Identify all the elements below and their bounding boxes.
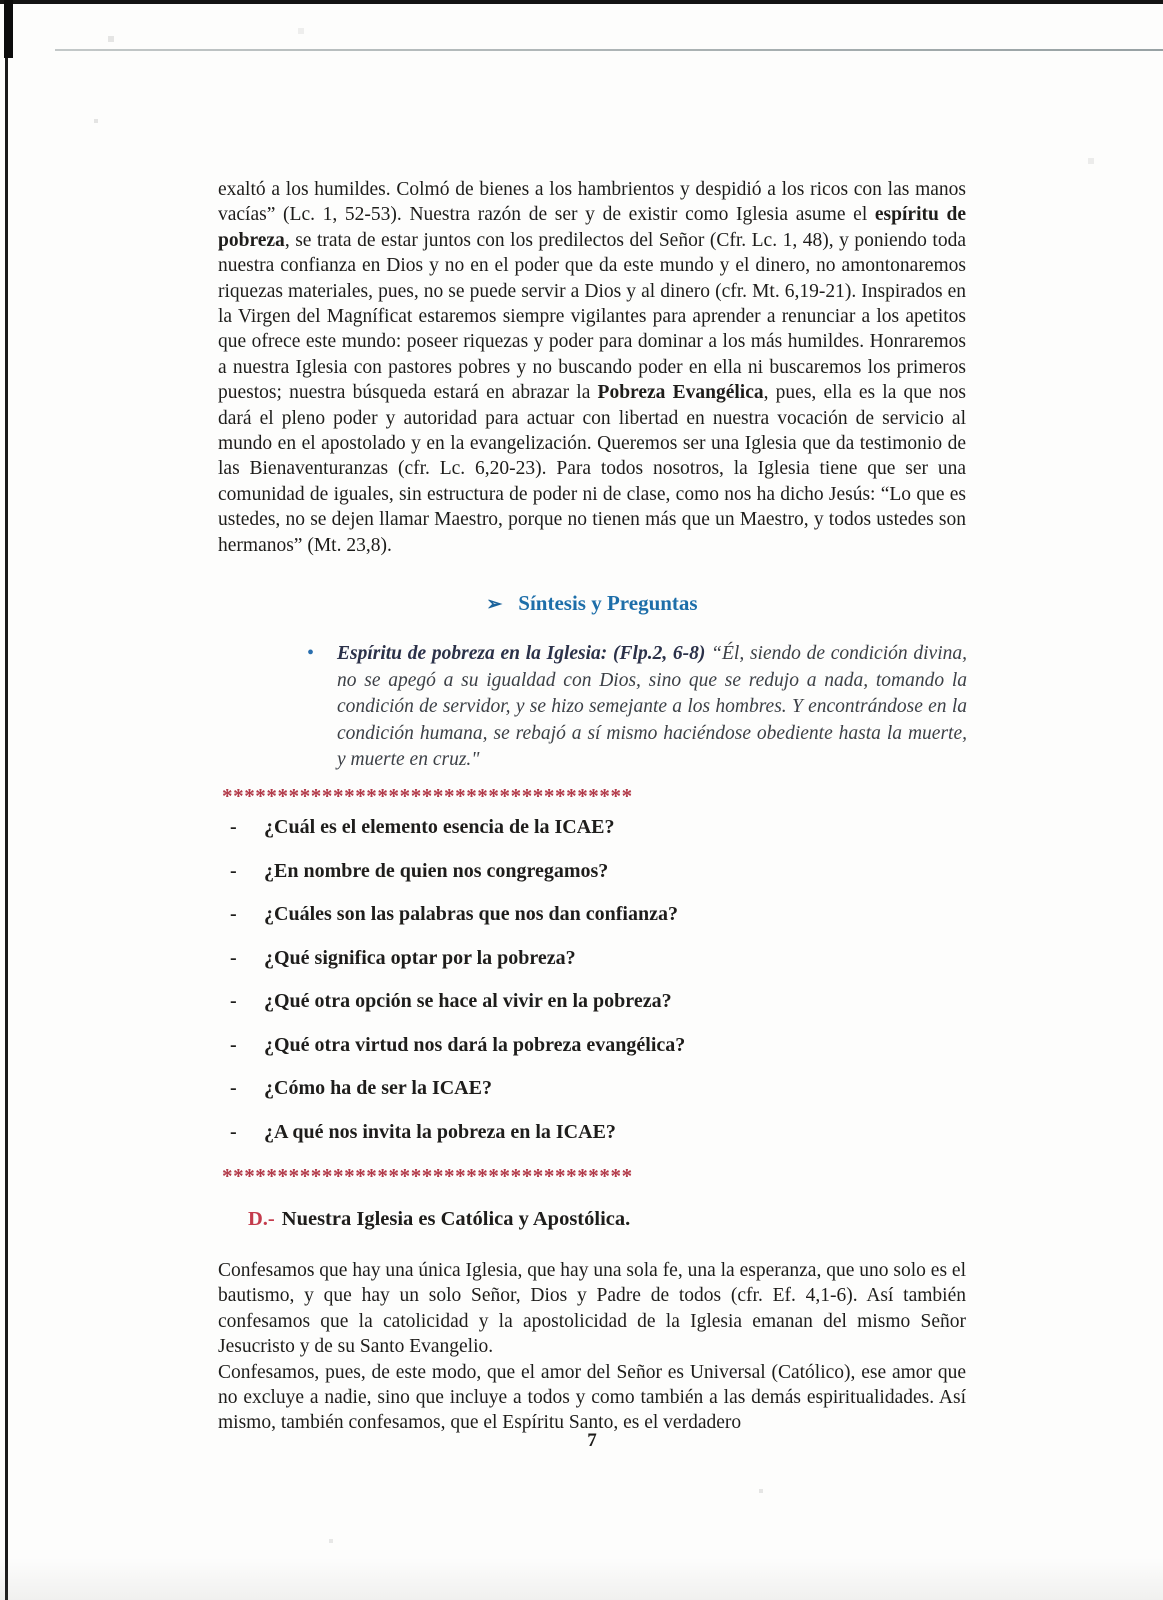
closing-paragraph-2: Confesamos, pues, de este modo, que el amor del Señor es Universal (Católico), ese amor que no excluye a nadie, sino que incluye a todos y como también a las demás espiritualidades. Así mismo, también confesamos, que el Espíritu Santo, es el verdadero — [218, 1361, 966, 1434]
bold-phrase-pobreza-evangelica: Pobreza Evangélica — [597, 382, 764, 404]
section-d-label: D.- — [248, 1208, 275, 1230]
question-text: ¿Qué otra opción se hace al vivir en la pobreza? — [264, 990, 672, 1012]
question-item — [230, 814, 940, 841]
questions-list — [230, 814, 940, 1162]
scan-corner-mark — [4, 0, 13, 58]
question-text: ¿En nombre de quien nos congregamos? — [264, 859, 609, 882]
dash-marker: - — [230, 1033, 237, 1056]
question-item — [230, 988, 940, 1015]
bullet-dot-icon: • — [307, 642, 315, 664]
dash-marker: - — [230, 1120, 237, 1143]
intro-text-a: exaltó a los humildes. Colmó de bienes a los hambrientos y despidió a los ricos con las manos vacías” (Lc. 1, 52-53). Nuestra razón de ser y de existir como Iglesia asume el — [218, 179, 966, 226]
dash-marker: - — [230, 859, 237, 882]
question-item — [230, 1119, 940, 1146]
asterisk-separator-top: ************************************* — [222, 784, 633, 808]
question-text: ¿Cómo ha de ser la ICAE? — [264, 1077, 492, 1099]
question-item — [230, 945, 940, 972]
dash-marker: - — [230, 903, 237, 925]
section-d-title: Nuestra Iglesia es Católica y Apostólica. — [281, 1208, 631, 1230]
intro-paragraph — [218, 177, 966, 558]
page-number: 7 — [587, 1430, 597, 1451]
section-heading-d — [248, 1208, 630, 1231]
scan-horizontal-rule — [55, 49, 1163, 51]
scripture-bullet-block — [305, 641, 967, 774]
question-text: ¿Cuál es el elemento esencia de la ICAE? — [264, 816, 615, 838]
arrowhead-bullet-icon: ➢ — [486, 594, 503, 615]
question-text: ¿Qué significa optar por la pobreza? — [264, 946, 576, 969]
section-heading-sintesis — [218, 591, 966, 616]
scripture-quote-text: “Él, siendo de condición divina, no se apegó a su igualdad con Dios, sino que se redujo a nada, tomando la condición de servidor, y se hizo semejante a los hombres. Y encontrándose en la condición humana, se rebajó a sí mismo haciéndose obediente hasta la muerte, y muerte en cruz." — [337, 643, 967, 771]
dash-marker: - — [230, 990, 237, 1012]
closing-paragraph-1: Confesamos que hay una única Iglesia, que hay una sola fe, una la esperanza, que uno solo es el bautismo, y que hay un solo Señor, Dios y Padre de todos (cfr. Ef. 4,1-6). Así también confesamos que la catolicidad y la apostolicidad de la Iglesia emanan del mismo Señor Jesucristo y de su Santo Evangelio. — [218, 1260, 966, 1358]
scripture-quote — [337, 641, 967, 774]
dash-marker: - — [230, 816, 237, 838]
dash-marker: - — [230, 1077, 237, 1099]
dash-marker: - — [230, 946, 237, 969]
question-text: ¿A qué nos invita la pobreza en la ICAE? — [264, 1120, 616, 1143]
scan-bottom-shadow — [0, 1558, 1163, 1600]
question-item — [230, 1075, 940, 1102]
intro-text-b: , se trata de estar juntos con los predilectos del Señor (Cfr. Lc. 1, 48), y poniendo toda nuestra confianza en Dios y no en el poder que da este mundo y el dinero, no amontonaremos riquezas materiales, pues, no se puede servir a Dios y al dinero (cfr. Mt. 6,19-21). Inspirados en la Virgen del Magníficat estaremos siempre vigilantes para aprender a renunciar a los apetitos que ofrece este mundo: poseer riquezas y poder para dominar a los más humildes. Honraremos a nuestra Iglesia con pastores pobres y no buscando poder en ella ni buscaremos los primeros puestos; nuestra búsqueda estará en abrazar la — [218, 229, 966, 404]
asterisk-separator-bottom: ************************************* — [222, 1164, 633, 1188]
scan-edge-left — [5, 0, 8, 1600]
question-item — [230, 901, 940, 928]
question-text: ¿Cuáles son las palabras que nos dan confianza? — [264, 903, 678, 925]
scan-speckles — [0, 0, 2, 2]
closing-paragraphs — [218, 1258, 966, 1436]
section-heading-text: Síntesis y Preguntas — [518, 591, 698, 615]
scripture-reference: Espíritu de pobreza en la Iglesia: (Flp.2, 6-8) — [337, 643, 706, 664]
scan-edge-top — [0, 0, 1163, 4]
question-item — [230, 1032, 940, 1059]
question-text: ¿Qué otra virtud nos dará la pobreza evangélica? — [264, 1033, 686, 1056]
bold-phrase-espiritu-de-pobreza: espíritu de pobreza — [218, 204, 966, 251]
intro-text-c: , pues, ella es la que nos dará el pleno poder y autoridad para actuar con libertad en nuestra vocación de servicio al mundo en el apostolado y en la evangelización. Queremos ser una Iglesia que da testimonio de las Bienaventuranzas (cfr. Lc. 6,20-23). Para todos nosotros, la Iglesia tiene que ser una comunidad de iguales, sin estructura de poder ni de clase, como nos ha dicho Jesús: “Lo que es ustedes, no se dejen llamar Maestro, porque no tienen más que un Maestro, y todos ustedes son hermanos” (Mt. 23,8). — [218, 382, 966, 556]
question-item — [230, 858, 940, 885]
